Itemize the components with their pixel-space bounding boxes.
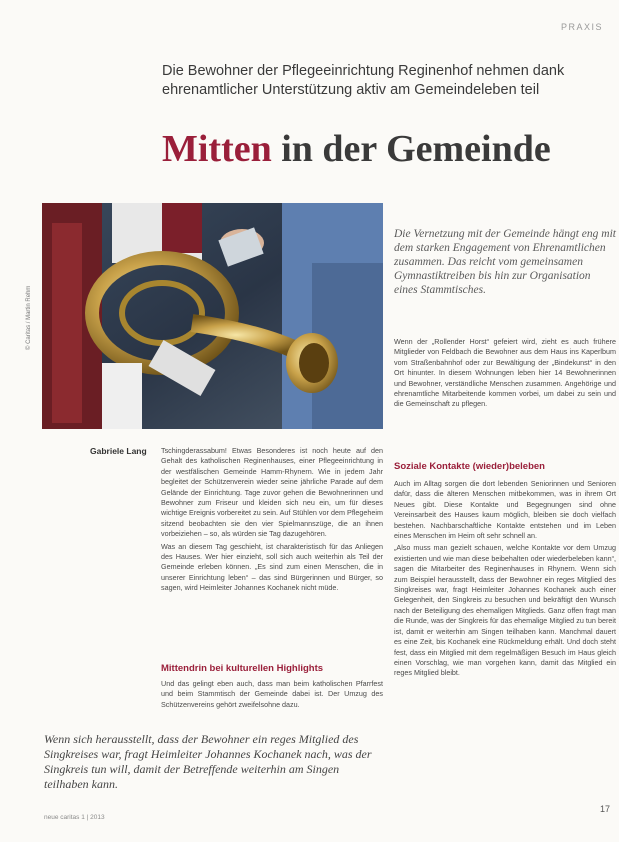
section-label: PRAXIS — [560, 22, 603, 32]
paragraph: Auch im Alltag sorgen die dort lebenden Seniorinnen und Senioren dafür, dass die älteren Menschen mitbekommen, was in ihrem Ort Neues gibt. Diese Kontakte und Begegnungen sind ohne Vereinsarbeit des Hauses kaum möglich, bleiben sie doch vielfach bestehen. Nachbarschaftliche Kontakte entstehen und im Leben eines Menschen im Heim oft sehr schnell an. — [394, 479, 616, 541]
author-byline: Gabriele Lang — [90, 446, 147, 456]
photo-illustration — [42, 203, 383, 429]
paragraph: Was an diesem Tag geschieht, ist charakteristisch für das Anliegen des Hauses. Wer hier einzieht, soll sich auch weiterhin als Teil der Gemeinde erleben können. „Es sind zum einen Menschen, die in unserer Einrichtung leben“ – das sind Bürgerinnen und Bürger, so sagen, wird Heimleiter Johannes Kochanek nicht müde. — [161, 541, 383, 593]
intro-teaser: Die Vernetzung mit der Gemeinde hängt eng mit dem starken Engagement von Ehrenamtlichen zusammen. Das reicht vom gemeinsamen Gymnastiktreiben bis hin zur Organisation eines Stammtisches. — [394, 228, 616, 296]
headline-accent: Mitten — [162, 128, 272, 170]
paragraph: Und das gelingt eben auch, dass man beim katholischen Pfarrfest und beim Stammtisch der Gemeinde dabei ist. Der Umzug des Schützenvereins gehört zweifelsohne dazu. — [161, 679, 383, 709]
body-column-left — [161, 446, 383, 596]
subheading-right: Soziale Kontakte (wieder)beleben — [394, 461, 545, 472]
footer-publication: neue caritas 1 | 2013 — [44, 814, 105, 821]
body-column-right — [394, 479, 616, 681]
paragraph: Tschingderassabum! Etwas Besonderes ist noch heute auf den Gehalt des katholischen Reginenhauses, einer Pflegeeinrichtung in der westfälischen Gemeinde Hamm-Rhynern. Wie in jedem Jahr begleitet der Schützenverein wieder seine jährliche Parade auf dem Gelände der Einrichtung. Tage zuvor gehen die Bewohnerinnen und Bewohner zum Friseur und kleiden sich neu ein, um für dieses wichtige Ereignis vorbereitet zu sein. Auf Stühlen vor dem Pflegeheim sitzend beobachten sie den vier Spielmannszüge, die an ihnen vorbeiziehen – so, als würden sie Tag dazugehören. — [161, 446, 383, 539]
paragraph: Wenn der „Rollender Horst“ gefeiert wird, zieht es auch frühere Mitglieder von Feldbach die Bewohner aus dem Haus ins Kaperlbum vom Straßenbahnhof oder zur Bewältigung der „Bindekunst“ in den Ort hinunter. In diesem Wohnungen leben hier 14 Bewohnerinnen und Bewohner, verständliche Menschen zusammen. Angehörige und ehrenamtliche Mitarbeitende kommen vorbei, um dabei zu sein und die Gemeinschaft zu pflegen. — [394, 337, 616, 409]
subheading-left: Mittendrin bei kulturellen Highlights — [161, 663, 324, 674]
kicker: Die Bewohner der Pflegeeinrichtung Reginenhof nehmen dank ehrenamtlicher Unterstützung aktiv am Gemeindeleben teil — [162, 63, 565, 98]
headline-rest: in der Gemeinde — [271, 128, 551, 170]
body-column-left-continued — [161, 679, 383, 712]
headline — [162, 127, 607, 171]
body-column-right-top — [394, 337, 616, 412]
pull-quote: Wenn sich herausstellt, dass der Bewohner ein reges Mitglied des Singkreises war, fragt Heimleiter Johannes Kochanek nach, was der Singkreis tun will, damit der Betreffende weiterhin am Singen teilhaben kann. — [44, 732, 372, 791]
page-number: 17 — [600, 804, 611, 814]
photo-brass-band — [42, 203, 383, 429]
paragraph: „Also muss man gezielt schauen, welche Kontakte vor dem Umzug existierten und wie man diese beibehalten oder wiederbeleben kann“, sagen die Mitarbeiter des Reginenhauses in Rhynern. Wenn sich zum Beispiel herausstellt, dass der Bewohner ein reges Mitglied des Singkreises war, fragt Heimleiter Johannes Kochanek auch einer Gelegenheit, den Singkreis zu besuchen und bekräftigt den Wunsch nach der Beteiligung des ehemaligen Mitglieds. Ganz offen fragt man die Runde, was der Singkreis für das ehemalige Mitglied zu tun bereit ist, damit er weiterhin am Singen teilhaben kann. Manchmal dauert es eine Zeit, bis Kochanek eine Rückmeldung erhält. Und doch steht fest, dass ein Mitglied mit dem regelmäßigen Besuch im Haus gleich einen Vorschlag, wie man vorgehen kann, damit das Mitglied ein reges Mitglied bleibt. — [394, 543, 616, 678]
photo-credit: © Caritas / Martin Rehm — [26, 285, 32, 350]
